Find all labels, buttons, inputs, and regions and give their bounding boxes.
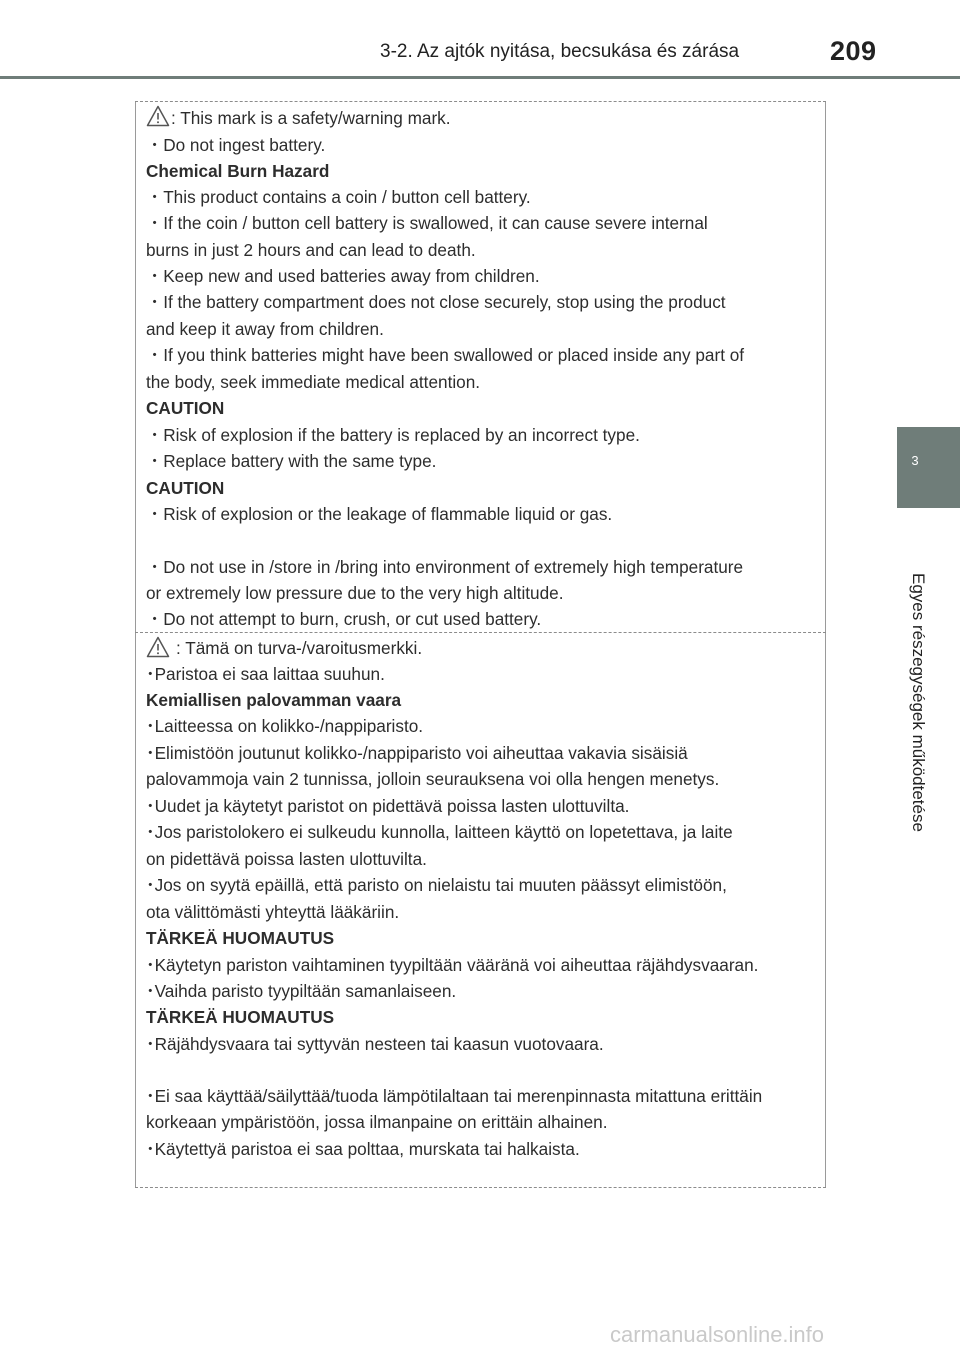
finnish-line: palovammoja vain 2 tunnissa, jolloin seurauksena voi olla hengen menetys. — [146, 769, 720, 789]
finnish-line: ･Vaihda paristo tyypiltään samanlaiseen. — [146, 981, 457, 1001]
finnish-line: ･Uudet ja käytetyt paristot on pidettävä poissa lasten ulottuvilta. — [146, 796, 630, 816]
finnish-line: ･Räjähdysvaara tai syttyvän nesteen tai kaasun vuotovaara. — [146, 1034, 604, 1054]
warning-triangle-icon — [146, 636, 170, 658]
english-line: ・If the battery compartment does not close securely, stop using the product — [146, 292, 726, 312]
english-heading: CAUTION — [146, 398, 225, 418]
english-line: ・Risk of explosion or the leakage of flammable liquid or gas. — [146, 504, 613, 524]
header-divider — [0, 76, 960, 79]
finnish-heading: TÄRKEÄ HUOMAUTUS — [146, 928, 335, 948]
finnish-heading: TÄRKEÄ HUOMAUTUS — [146, 1007, 335, 1027]
finnish-heading: Kemiallisen palovamman vaara — [146, 690, 402, 710]
chapter-title: Egyes részegységek működtetése — [909, 573, 928, 832]
chapter-number: 3 — [911, 453, 919, 468]
finnish-line: ･Laitteessa on kolikko-/nappiparisto. — [146, 716, 424, 736]
finnish-line: ･Käytettyä paristoa ei saa polttaa, murskata tai halkaista. — [146, 1139, 580, 1159]
finnish-line: ･Elimistöön joutunut kolikko-/nappiparisto voi aiheuttaa vakavia sisäisiä — [146, 743, 688, 763]
finnish-line: on pidettävä poissa lasten ulottuvilta. — [146, 849, 427, 869]
language-divider — [135, 632, 826, 633]
box-top-divider — [135, 101, 826, 102]
finnish-line: korkeaan ympäristöön, jossa ilmanpaine on erittäin alhainen. — [146, 1112, 608, 1132]
box-bottom-divider — [135, 1187, 826, 1188]
chapter-tab — [897, 427, 960, 508]
finnish-warning-mark-text: : Tämä on turva-/varoitusmerkki. — [176, 638, 423, 658]
english-line: ・Keep new and used batteries away from children. — [146, 266, 540, 286]
finnish-line: ･Paristoa ei saa laittaa suuhun. — [146, 664, 385, 684]
english-line: ・Do not attempt to burn, crush, or cut used battery. — [146, 609, 542, 629]
page-number: 209 — [830, 36, 877, 66]
english-line: ・If the coin / button cell battery is swallowed, it can cause severe internal — [146, 213, 708, 233]
english-line: ・Replace battery with the same type. — [146, 451, 437, 471]
finnish-line: ･Käytetyn pariston vaihtaminen tyypiltään vääränä voi aiheuttaa räjähdysvaaran. — [146, 955, 759, 975]
english-line: ・This product contains a coin / button cell battery. — [146, 187, 531, 207]
english-line: ・If you think batteries might have been swallowed or placed inside any part of — [146, 345, 745, 365]
english-line: burns in just 2 hours and can lead to death. — [146, 240, 476, 260]
finnish-line: ･Jos on syytä epäillä, että paristo on nielaistu tai muuten päässyt elimistöön, — [146, 875, 727, 895]
english-heading: CAUTION — [146, 478, 225, 498]
english-warning-mark-text: : This mark is a safety/warning mark. — [171, 108, 451, 128]
finnish-line: ota välittömästi yhteyttä lääkäriin. — [146, 902, 400, 922]
english-line: ・Do not use in /store in /bring into environment of extremely high temperature — [146, 557, 744, 577]
english-line: or extremely low pressure due to the very high altitude. — [146, 583, 564, 603]
watermark-text: carmanualsonline.info — [610, 1322, 825, 1347]
finnish-line: ･Ei saa käyttää/säilyttää/tuoda lämpötilaltaan tai merenpinnasta mitattuna erittäin — [146, 1086, 763, 1106]
english-heading: Chemical Burn Hazard — [146, 161, 330, 181]
warning-triangle-icon — [146, 105, 170, 127]
english-line: the body, seek immediate medical attention. — [146, 372, 481, 392]
section-title: 3-2. Az ajtók nyitása, becsukása és zárása — [380, 41, 740, 62]
english-line: ・Do not ingest battery. — [146, 135, 326, 155]
english-line: and keep it away from children. — [146, 319, 384, 339]
english-line: ・Risk of explosion if the battery is replaced by an incorrect type. — [146, 425, 640, 445]
finnish-line: ･Jos paristolokero ei sulkeudu kunnolla, laitteen käyttö on lopetettava, ja laite — [146, 822, 733, 842]
